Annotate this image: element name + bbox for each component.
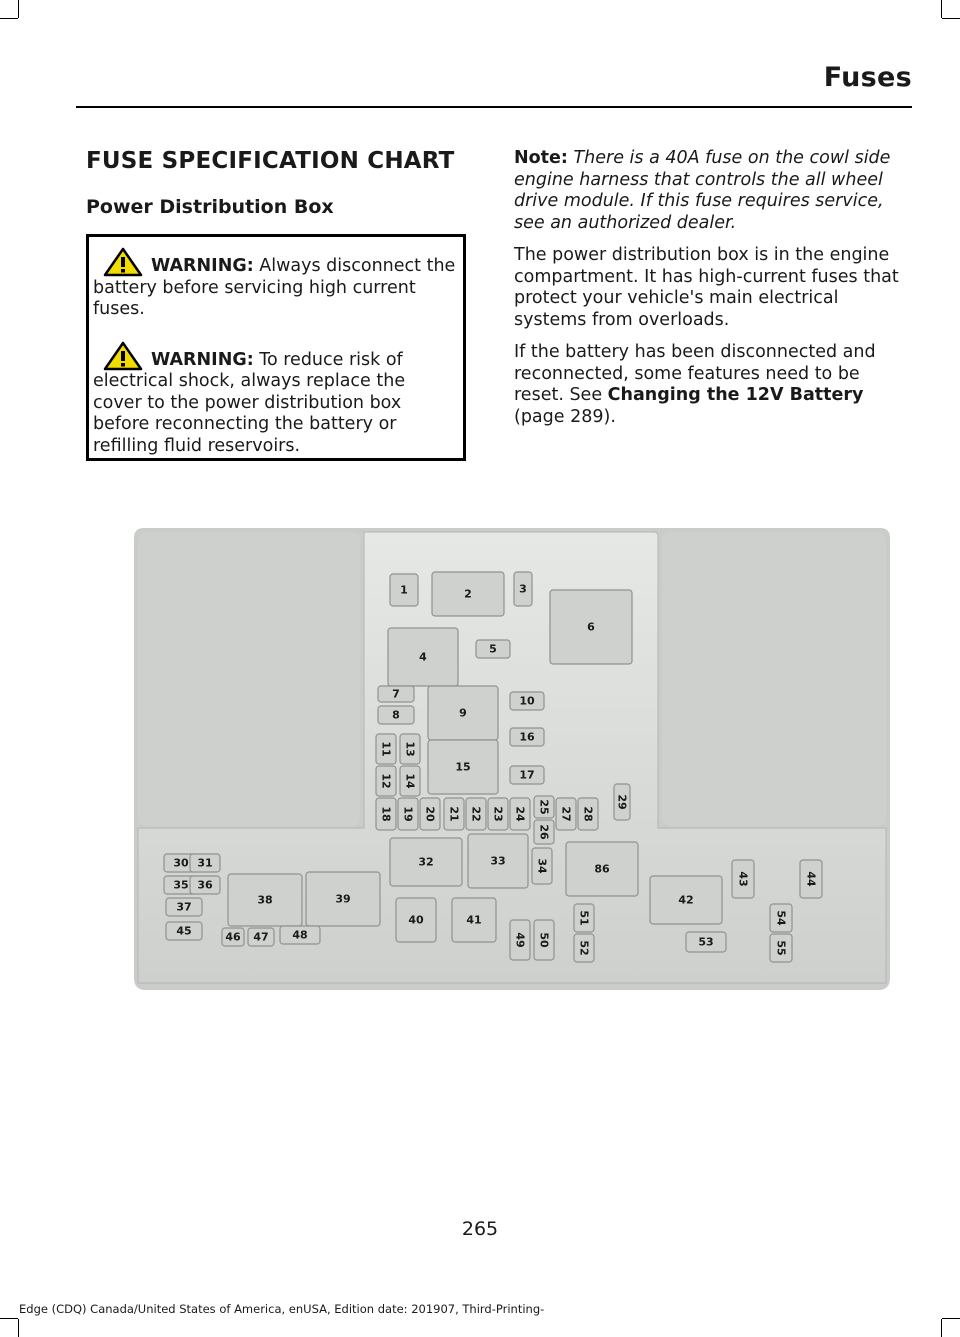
warning-text: Always disconnect the battery before servicing high current fuses. (93, 256, 456, 319)
fuse-label: 6 (587, 620, 595, 634)
fuse-38 (228, 874, 302, 926)
header-divider (76, 106, 912, 108)
fuse-1 (390, 574, 418, 606)
fuse-label: 10 (519, 694, 535, 708)
fuse-label: 29 (615, 794, 629, 810)
fuse-label: 16 (519, 730, 535, 744)
fuse-14 (400, 766, 420, 796)
fuse-25 (534, 796, 554, 818)
fuse-label: 54 (774, 910, 788, 926)
fuse-label: 45 (176, 924, 192, 938)
subsection-heading: Power Distribution Box (86, 196, 334, 218)
fuse-label: 40 (408, 913, 424, 927)
fuse-label: 22 (469, 806, 483, 822)
fuse-29 (614, 784, 630, 820)
fuse-17 (510, 766, 544, 784)
fuse-33 (468, 834, 528, 888)
fuse-label: 37 (176, 900, 192, 914)
fuse-52 (574, 934, 594, 962)
fuse-label: 21 (447, 806, 461, 822)
fuse-label: 34 (535, 858, 549, 874)
fuse-label: 27 (559, 806, 573, 822)
fuse-label: 7 (392, 687, 400, 701)
fuse-47 (248, 928, 274, 946)
fuse-23 (488, 798, 508, 830)
fuse-label: 52 (577, 940, 591, 956)
fuse-label: 36 (197, 878, 213, 892)
fuse-13 (400, 734, 420, 764)
fuse-39 (306, 872, 380, 926)
fuse-9 (428, 686, 498, 740)
fuse-label: 19 (401, 806, 415, 822)
body-text: (page 289). (514, 406, 616, 427)
fuse-label: 32 (418, 855, 434, 869)
fuse-label: 4 (419, 650, 427, 664)
fuse-15 (428, 740, 498, 794)
fuse-label: 42 (678, 893, 694, 907)
fuse-11 (376, 734, 396, 764)
fuse-label: 30 (173, 856, 189, 870)
fuse-3 (514, 572, 532, 606)
cross-reference-link[interactable]: Changing the 12V Battery (607, 385, 864, 405)
fuse-label: 25 (537, 799, 551, 815)
fuse-label: 41 (466, 913, 482, 927)
fuse-label: 3 (519, 582, 527, 596)
note-text: There is a 40A fuse on the cowl side engine harness that controls the all wheel drive module. If this fuse requires service, see an authorized dealer. (514, 148, 891, 233)
page-header-title: Fuses (823, 62, 912, 93)
section-heading: FUSE SPECIFICATION CHART (86, 148, 455, 174)
fuse-18 (376, 798, 396, 830)
fuse-36 (190, 876, 220, 894)
fuse-label: 13 (403, 741, 417, 757)
fuse-label: 17 (519, 768, 535, 782)
fuse-32 (390, 838, 462, 886)
fuse-label: 48 (292, 928, 308, 942)
fuse-label: 28 (581, 806, 595, 822)
warning-paragraph (93, 341, 457, 458)
fuse-label: 49 (513, 932, 527, 948)
fuse-label: 24 (513, 806, 527, 822)
crop-mark (941, 0, 942, 18)
warning-label: WARNING: (151, 349, 254, 370)
fuse-label: 18 (379, 806, 393, 822)
fuse-22 (466, 798, 486, 830)
fuse-8 (378, 706, 414, 724)
fuse-5 (476, 640, 510, 658)
fuse-label: 55 (774, 940, 788, 956)
fuse-20 (420, 798, 440, 830)
fuse-37 (166, 898, 202, 916)
crop-mark (0, 18, 18, 19)
fuse-label: 50 (537, 932, 551, 948)
warning-paragraph (93, 247, 457, 321)
crop-mark (941, 1319, 942, 1337)
fuse-label: 38 (257, 893, 273, 907)
fuse-49 (510, 920, 530, 960)
fuse-53 (686, 932, 726, 952)
fuse-label: 14 (403, 773, 417, 789)
fuse-43 (732, 860, 754, 898)
fuse-label: 46 (225, 930, 241, 944)
fuse-26 (534, 820, 554, 844)
fuse-19 (398, 798, 418, 830)
warning-label: WARNING: (151, 256, 254, 276)
fuse-16 (510, 728, 544, 746)
fuse-label: 2 (464, 587, 472, 601)
fuse-12 (376, 766, 396, 796)
body-text: If the battery has been disconnected and reconnected, some features need to be reset. See (514, 342, 876, 405)
fuse-6 (550, 590, 632, 664)
fuse-28 (578, 798, 598, 830)
fuse-label: 20 (423, 806, 437, 822)
fuse-86 (566, 842, 638, 896)
fuse-2 (432, 572, 504, 616)
fuse-label: 43 (736, 871, 750, 887)
fuse-51 (574, 904, 594, 932)
fuse-34 (532, 848, 552, 884)
fuse-45 (166, 922, 202, 940)
fuse-21 (444, 798, 464, 830)
fuse-label: 9 (459, 706, 467, 720)
body-paragraph (514, 342, 910, 428)
fuse-24 (510, 798, 530, 830)
fuse-31 (190, 854, 220, 872)
crop-mark (18, 1319, 19, 1337)
crop-mark (942, 18, 960, 19)
warning-box (86, 234, 466, 461)
fuse-label: 44 (804, 871, 818, 887)
fuse-label: 86 (594, 862, 610, 876)
note-label: Note: (514, 148, 568, 168)
fuse-label: 31 (197, 856, 213, 870)
warning-text: To reduce risk of electrical shock, always replace the cover to the power distribution box before reconnecting the battery or refilling fluid reservoirs. (93, 349, 406, 456)
fuse-42 (650, 876, 722, 924)
fuse-label: 1 (400, 583, 408, 597)
power-distribution-box-diagram (134, 528, 890, 990)
fuse-40 (396, 898, 436, 942)
crop-mark (942, 1318, 960, 1319)
crop-mark (0, 1318, 18, 1319)
fuse-label: 47 (253, 930, 269, 944)
fuse-label: 33 (490, 854, 506, 868)
fuse-label: 12 (379, 773, 393, 789)
crop-mark (18, 0, 19, 18)
note-paragraph (514, 148, 910, 234)
left-recess (138, 532, 360, 826)
fuse-46 (222, 928, 244, 946)
fuse-41 (452, 898, 496, 942)
fuse-label: 15 (455, 760, 471, 774)
fuse-4 (388, 628, 458, 686)
page-number: 265 (461, 1218, 499, 1240)
fuse-label: 23 (491, 806, 505, 822)
fuse-label: 5 (489, 642, 497, 656)
fuse-label: 11 (379, 741, 393, 757)
warning-triangle-icon (103, 341, 143, 371)
fuse-label: 39 (335, 892, 351, 906)
body-paragraph: The power distribution box is in the engine compartment. It has high-current fuses that protect your vehicle's main electrical systems from overloads. (514, 245, 899, 330)
fuse-44 (800, 860, 822, 898)
fuse-7 (378, 686, 414, 702)
fuse-54 (770, 904, 792, 932)
fuse-label: 35 (173, 878, 189, 892)
right-recess (662, 532, 886, 826)
right-column (514, 148, 910, 439)
fuse-label: 26 (537, 824, 551, 840)
page-footer: Edge (CDQ) Canada/United States of America, enUSA, Edition date: 201907, Third-Printing- (19, 1302, 545, 1316)
fuse-label: 53 (698, 935, 714, 949)
fuse-27 (556, 798, 576, 830)
fuse-48 (280, 926, 320, 944)
fuse-10 (510, 692, 544, 710)
fuse-label: 8 (392, 708, 400, 722)
fuse-55 (770, 934, 792, 962)
fuse-50 (534, 920, 554, 960)
warning-triangle-icon (103, 247, 143, 277)
fuse-label: 51 (577, 910, 591, 926)
